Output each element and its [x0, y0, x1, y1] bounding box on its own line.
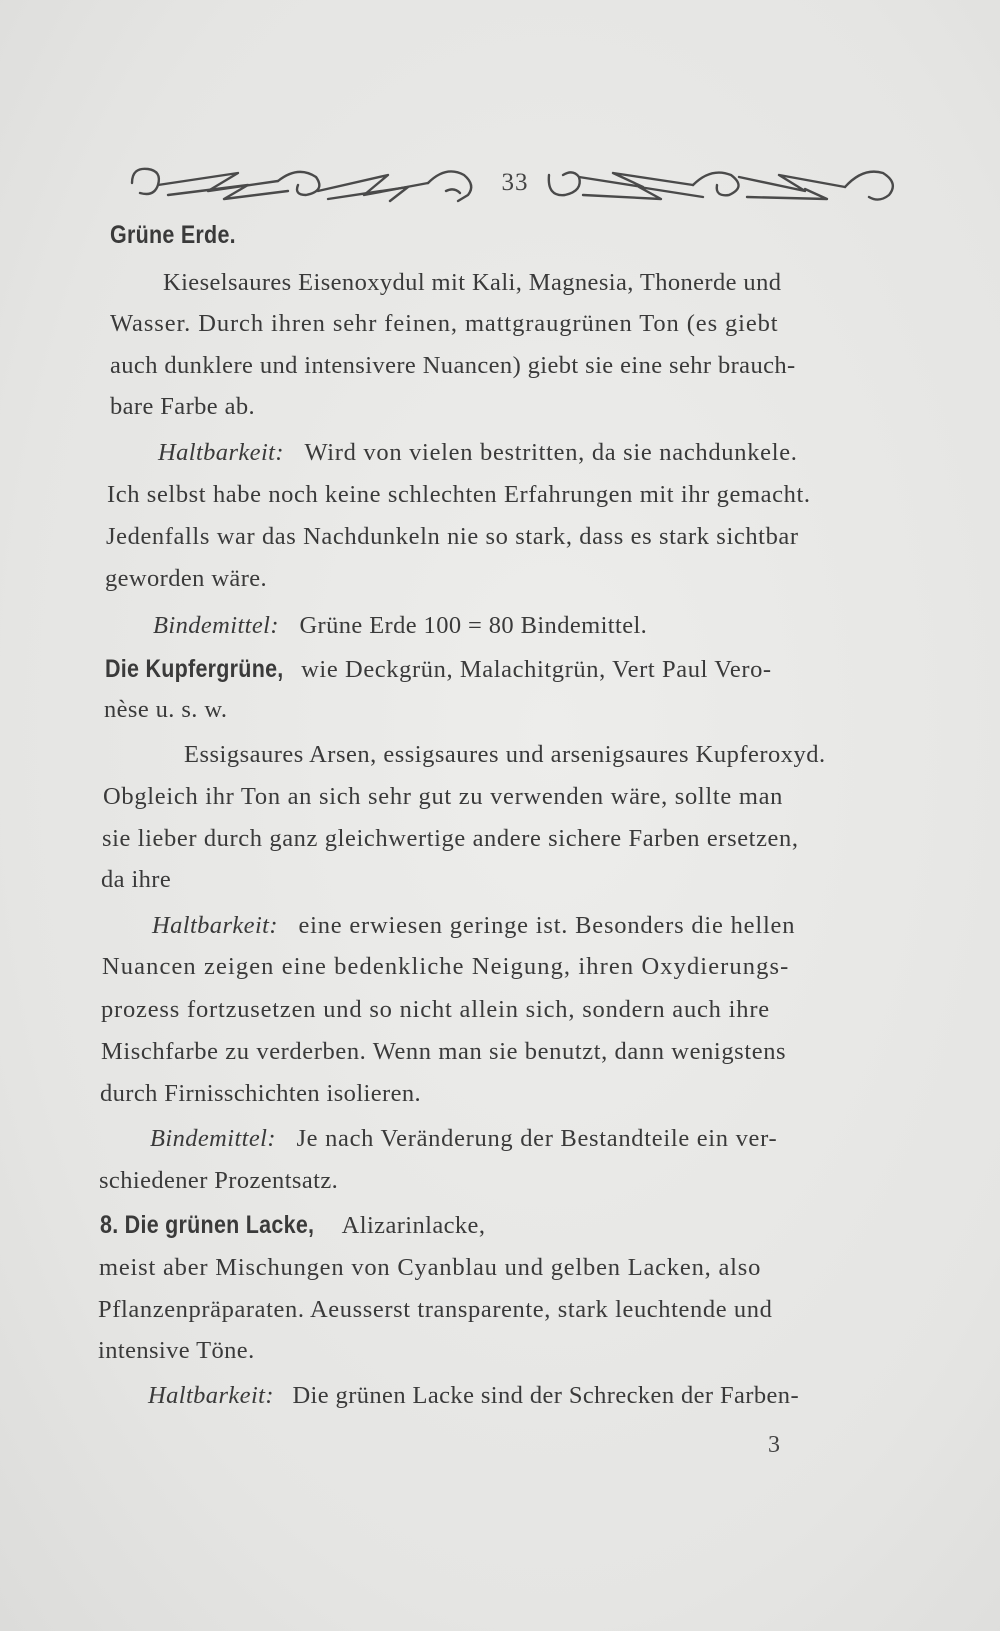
page-number-top: 33	[501, 169, 529, 196]
paragraph-line: Nuancen zeigen eine bedenkliche Neigung, ihren Oxydierungs-	[102, 953, 790, 980]
paragraph-line: da ihre	[101, 866, 172, 893]
bindemittel-paragraph: Bindemittel: Je nach Veränderung der Bestandteile ein ver-	[150, 1125, 778, 1152]
haltbarkeit-paragraph: Haltbarkeit: eine erwiesen geringe ist. Besonders die hellen	[152, 912, 796, 939]
paragraph-line: Jedenfalls war das Nachdunkeln nie so stark, dass es stark sichtbar	[106, 523, 799, 550]
left-ornament-icon	[128, 161, 488, 205]
label-haltbarkeit: Haltbarkeit:	[158, 439, 284, 466]
section-title-gruene-erde: Grüne Erde.	[110, 221, 236, 249]
paragraph-line: Mischfarbe zu verderben. Wenn man sie benutzt, dann wenigstens	[101, 1038, 787, 1065]
paragraph-line: sie lieber durch ganz gleichwertige andere sichere Farben ersetzen,	[102, 825, 799, 852]
haltbarkeit-paragraph: Haltbarkeit: Die grünen Lacke sind der Schrecken der Farben-	[148, 1382, 800, 1409]
bindemittel-paragraph: Bindemittel: Grüne Erde 100 = 80 Bindemittel.	[153, 612, 648, 639]
paragraph-line: meist aber Mischungen von Cyanblau und gelben Lacken, also	[99, 1254, 762, 1281]
paragraph-line: bare Farbe ab.	[110, 393, 256, 420]
paragraph-line: nèse u. s. w.	[104, 696, 228, 723]
paragraph-line: Pflanzenpräparaten. Aeusserst transparente, stark leuchtende und	[98, 1296, 773, 1323]
paragraph-line: prozess fortzusetzen und so nicht allein sich, sondern auch ihre	[101, 996, 770, 1023]
paragraph-line: durch Firnisschichten isolieren.	[100, 1080, 422, 1107]
label-bindemittel: Bindemittel:	[150, 1125, 276, 1152]
paragraph-line: intensive Töne.	[98, 1337, 255, 1364]
signature-mark: 3	[768, 1432, 780, 1458]
right-ornament-icon	[543, 161, 903, 205]
section-title-kupfergruene: Die Kupfergrüne, wie Deckgrün, Malachitgrün, Vert Paul Vero-	[105, 655, 772, 683]
paragraph-line: Ich selbst habe noch keine schlechten Erfahrungen mit ihr gemacht.	[107, 481, 811, 508]
paragraph-line: Wasser. Durch ihren sehr feinen, mattgraugrünen Ton (es giebt	[110, 310, 779, 337]
paragraph-line: Kieselsaures Eisenoxydul mit Kali, Magnesia, Thonerde und	[163, 269, 782, 296]
paragraph-line: schiedener Prozentsatz.	[99, 1167, 339, 1194]
page-header	[110, 158, 920, 208]
paragraph-line: Essigsaures Arsen, essigsaures und arsenigsaures Kupferoxyd.	[184, 741, 826, 768]
label-haltbarkeit: Haltbarkeit:	[148, 1382, 274, 1409]
label-haltbarkeit: Haltbarkeit:	[152, 912, 278, 939]
paragraph-line: Obgleich ihr Ton an sich sehr gut zu verwenden wäre, sollte man	[103, 783, 784, 810]
label-bindemittel: Bindemittel:	[153, 612, 279, 639]
paragraph-line: auch dunklere und intensivere Nuancen) giebt sie eine sehr brauch-	[110, 352, 796, 379]
haltbarkeit-paragraph: Haltbarkeit: Wird von vielen bestritten, da sie nachdunkele.	[158, 439, 798, 466]
paragraph-line: geworden wäre.	[105, 565, 268, 592]
section-title-gruene-lacke: 8. Die grünen Lacke, Alizarinlacke,	[100, 1211, 486, 1239]
